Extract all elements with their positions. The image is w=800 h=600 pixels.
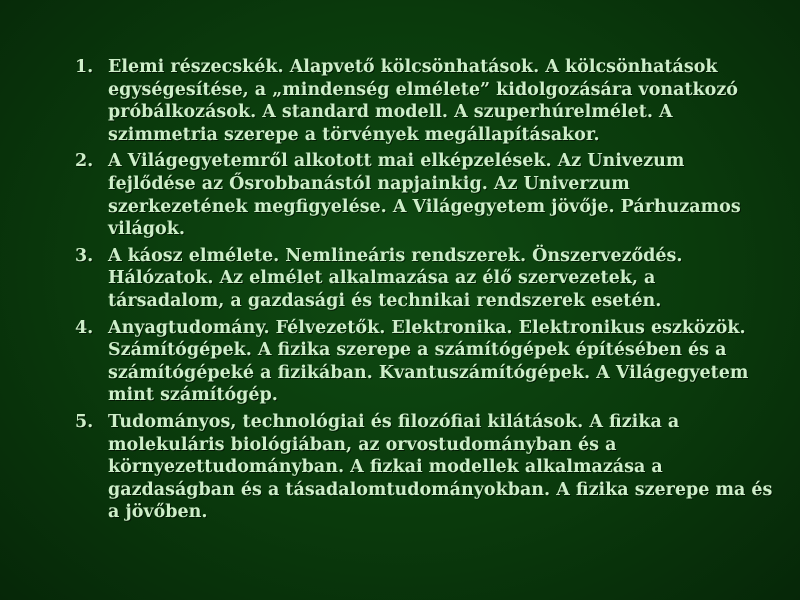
item-number: 2. <box>75 151 94 172</box>
list-item <box>75 56 775 146</box>
item-number: 3. <box>75 245 94 266</box>
list-item <box>75 317 775 407</box>
item-text: Tudományos, technológiai és filozófiai kilátások. A fizika a molekuláris biológiában, az orvostudományban és a környezettudományban. A fizkai modellek alkalmazása a gazdaságban és a tásadalomtudományokban. A fizika szerepe ma és a jövőben. <box>108 411 773 523</box>
list-item <box>75 150 775 240</box>
item-number: 5. <box>75 411 94 432</box>
item-text: Elemi részecskék. Alapvető kölcsönhatások. A kölcsönhatások egységesítése, a „mindenség elmélete” kidolgozására vonatkozó próbálkozások. A standard modell. A szuperhúrelmélet. A szimmetria szerepe a törvények megállapításakor. <box>108 57 738 145</box>
item-text: Anyagtudomány. Félvezetők. Elektronika. Elektronikus eszközök. Számítógépek. A fizika szerepe a számítógépek építésében és a számítógépeké a fizikában. Kvantuszámítógépek. A Világegyetem mint számítógép. <box>108 317 749 406</box>
list-item <box>75 411 775 524</box>
item-number: 1. <box>75 57 94 77</box>
item-text: A káosz elmélete. Nemlineáris rendszerek. Önszerveződés. Hálózatok. Az elmélet alkalmazása az élő szervezetek, a társadalom, a gazdasági és technikai rendszerek esetén. <box>108 245 683 311</box>
item-text: A Világegyetemről alkotott mai elképzelések. Az Univezum fejlődése az Ősrobbanástól napjainkig. Az Univerzum szerkezetének megfigyelése. A Világegyetem jövője. Párhuzamos világok. <box>108 151 741 240</box>
topic-list <box>75 56 775 528</box>
list-item <box>75 245 775 313</box>
item-number: 4. <box>75 317 94 338</box>
